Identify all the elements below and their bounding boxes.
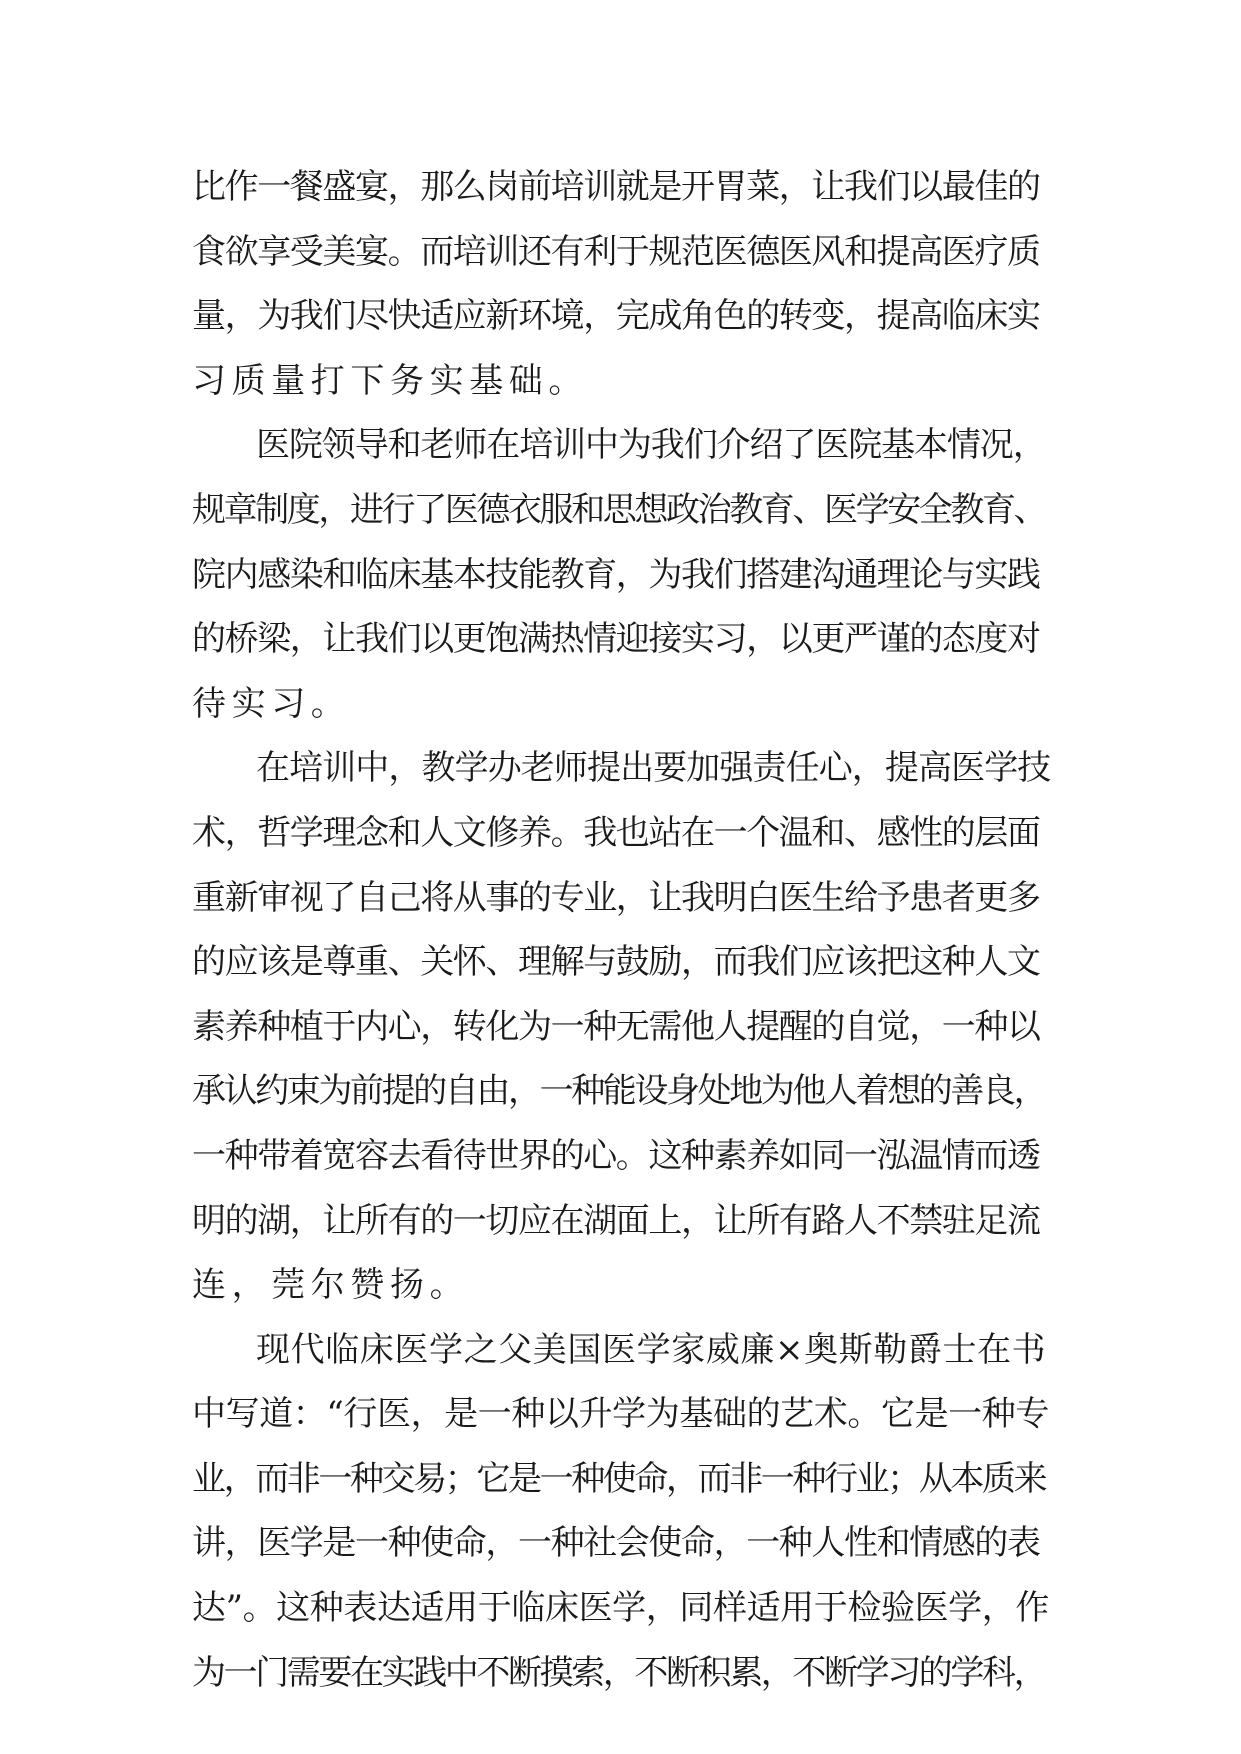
text-line: 明的湖，让所有的一切应在湖面上，让所有路人不禁驻足流	[192, 1200, 1040, 1241]
text-line: 食欲享受美宴。而培训还有利于规范医德医风和提高医疗质	[192, 231, 1040, 272]
text-line: 的桥梁，让我们以更饱满热情迎接实习，以更严谨的态度对	[192, 619, 1040, 660]
text-line: 业，而非一种交易；它是一种使命，而非一种行业；从本质来	[192, 1458, 1046, 1499]
text-line: 中写道：“行医，是一种以升学为基础的艺术。它是一种专	[192, 1394, 1049, 1435]
text-line: 习质量打下务实基础。	[192, 360, 588, 401]
text-line: 一种带着宽容去看待世界的心。这种素养如同一泓温情而透	[192, 1135, 1040, 1176]
body-text	[192, 155, 1052, 1705]
text-line: 术，哲学理念和人文修养。我也站在一个温和、感性的层面	[192, 812, 1040, 853]
text-line: 连，莞尔赞扬。	[192, 1265, 470, 1306]
text-line: 规章制度，进行了医德衣服和思想政治教育、医学安全教育、	[192, 489, 1046, 530]
text-line: 为一门需要在实践中不断摸索，不断积累，不断学习的学科，	[192, 1652, 1046, 1693]
text-line: 素养种植于内心，转化为一种无需他人提醒的自觉，一种以	[192, 1006, 1040, 1047]
text-line: 比作一餐盛宴，那么岗前培训就是开胃菜，让我们以最佳的	[192, 167, 1040, 207]
text-line: 重新审视了自己将从事的专业，让我明白医生给予患者更多	[192, 877, 1040, 918]
paragraph-start-line: 在培训中，教学办老师提出要加强责任心，提高医学技	[256, 748, 1051, 789]
text-line: 承认约束为前提的自由，一种能设身处地为他人着想的善良，	[192, 1071, 1046, 1112]
text-line: 达”。这种表达适用于临床医学，同样适用于检验医学，作	[192, 1588, 1049, 1629]
text-line: 讲，医学是一种使命，一种社会使命，一种人性和情感的表	[192, 1523, 1040, 1564]
text-line: 院内感染和临床基本技能教育，为我们搭建沟通理论与实践	[192, 554, 1040, 595]
text-line: 待实习。	[192, 683, 351, 724]
paragraph-start-line: 现代临床医学之父美国医学家威廉×奥斯勒爵士在书	[256, 1329, 1047, 1370]
text-line: 的应该是尊重、关怀、理解与鼓励，而我们应该把这种人文	[192, 942, 1040, 983]
text-line: 量，为我们尽快适应新环境，完成角色的转变，提高临床实	[192, 296, 1040, 337]
paragraph-start-line: 医院领导和老师在培训中为我们介绍了医院基本情况，	[256, 425, 1046, 466]
